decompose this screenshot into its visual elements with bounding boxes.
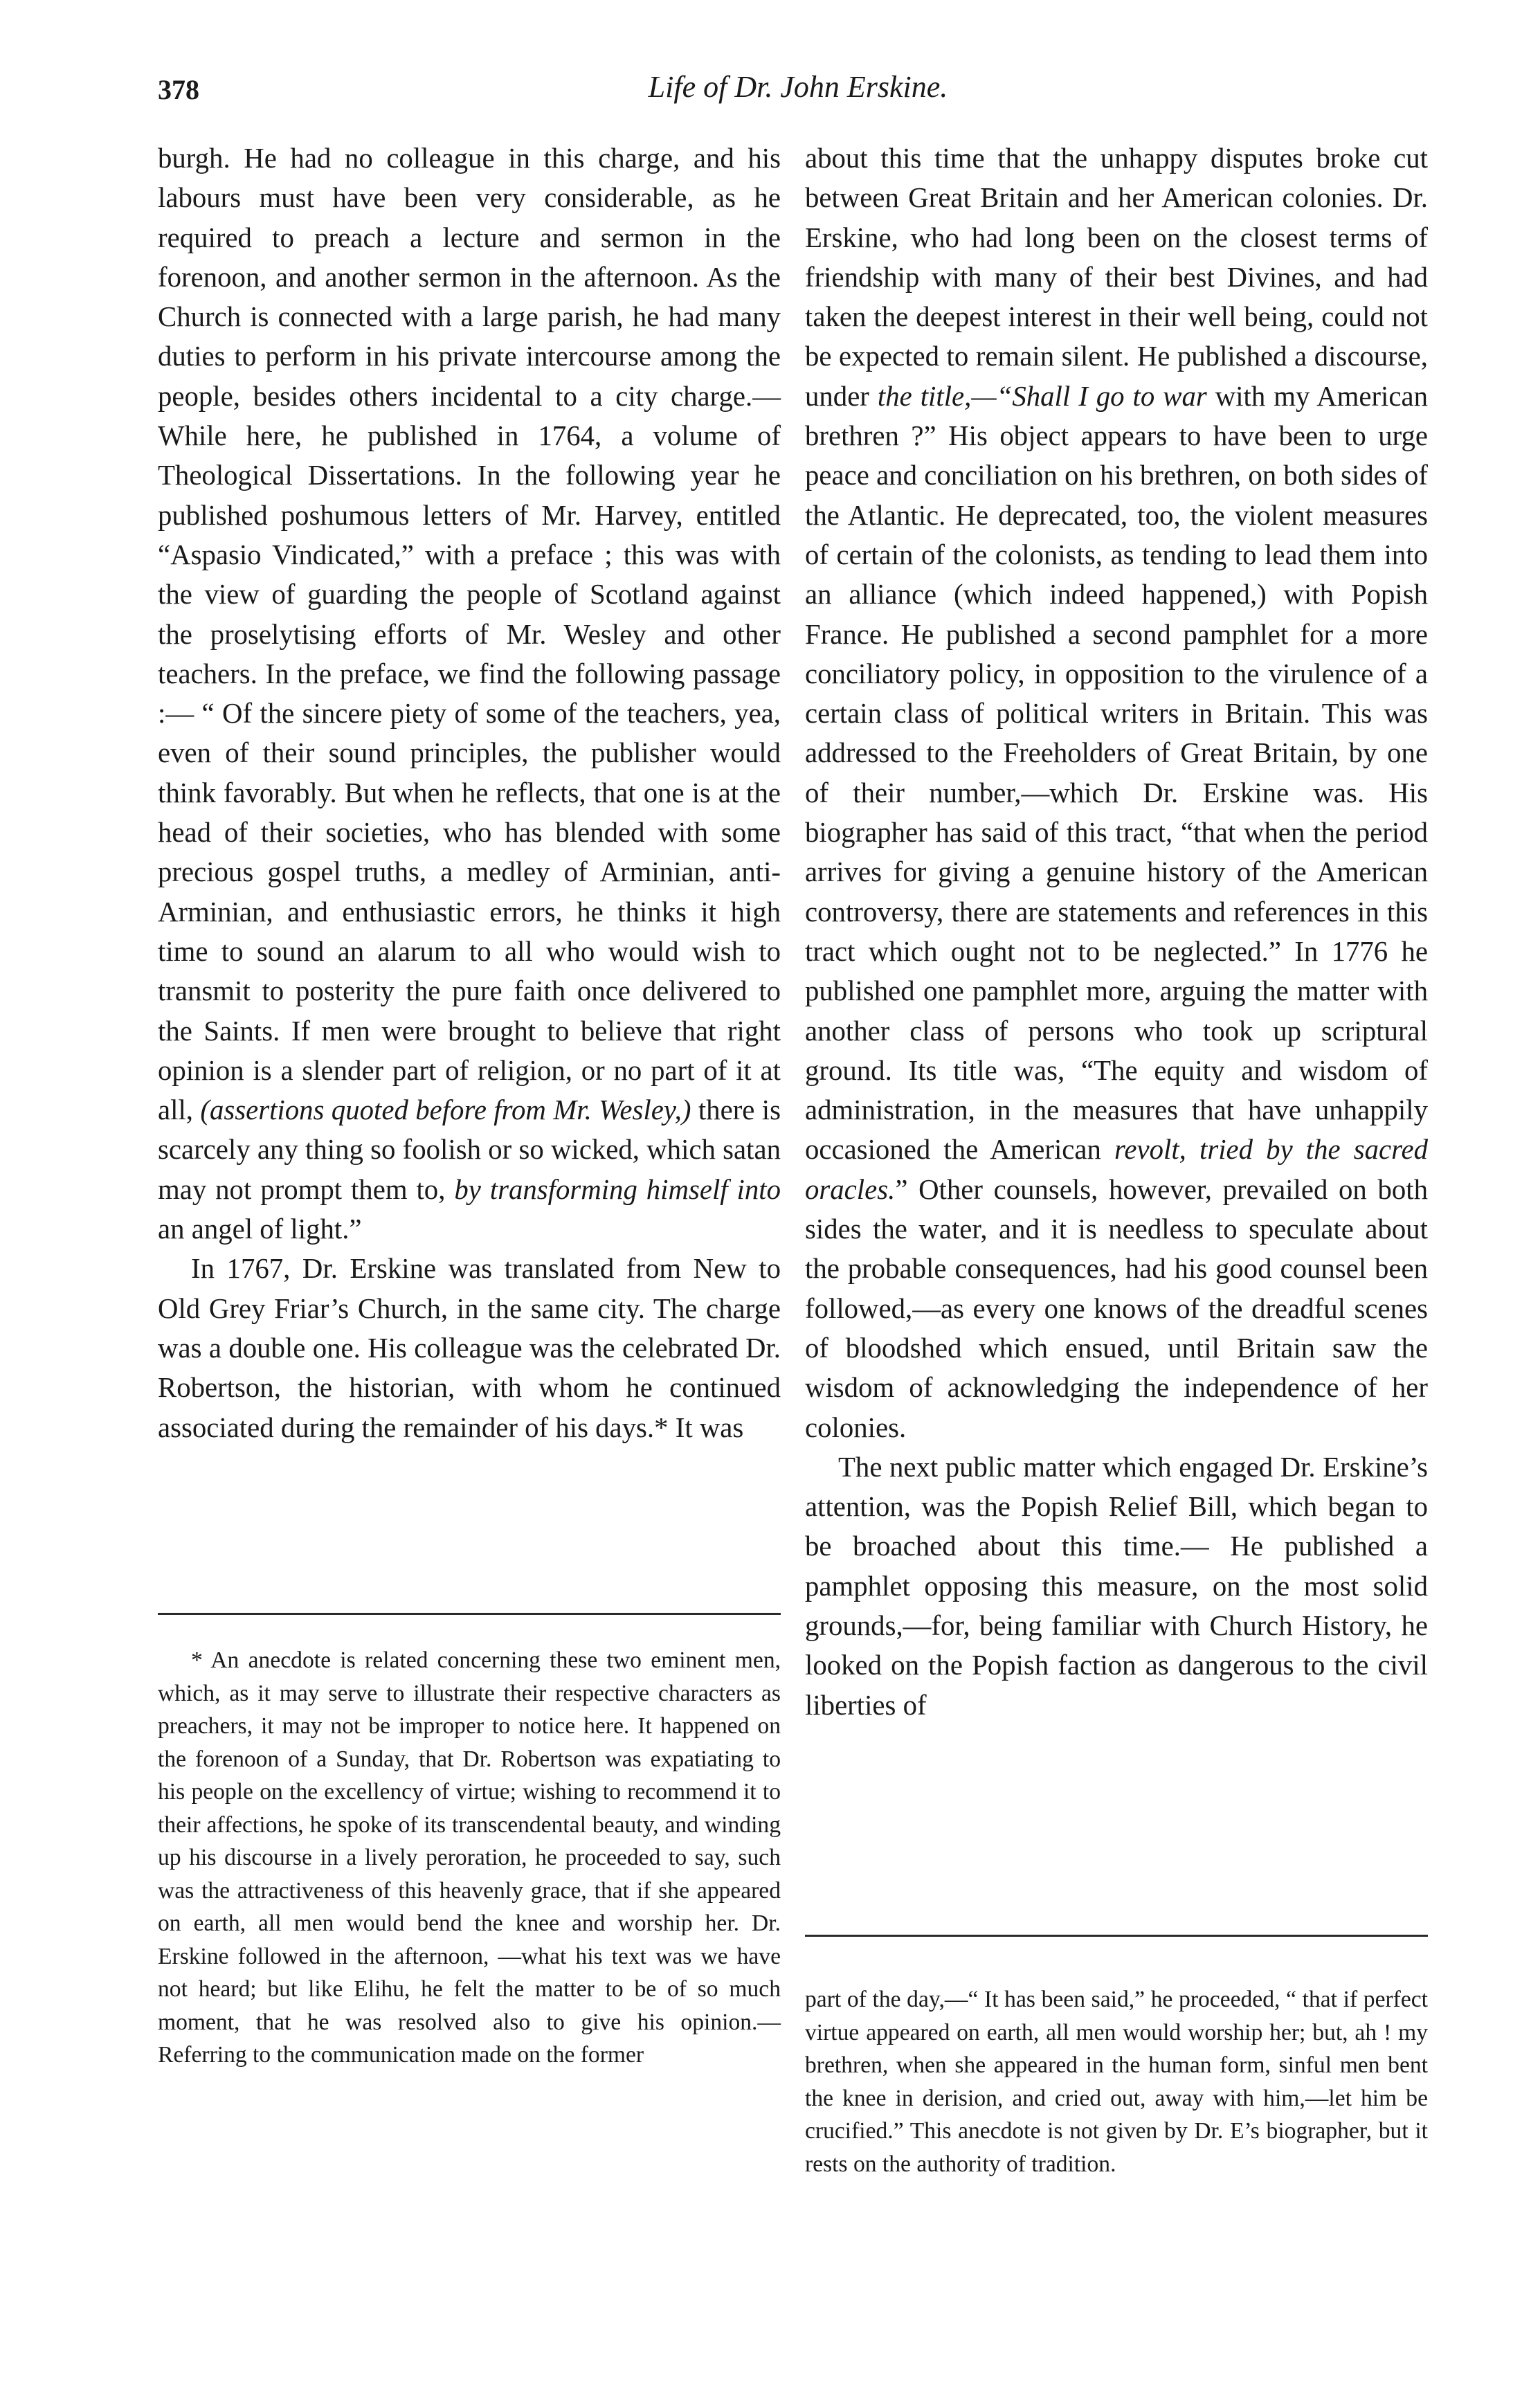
left-p1-text: burgh. He had no colleague in this charge, and his labours must have been very considerable, as he required to preach a lecture and sermon in the forenoon, and another sermon in the afternoon. As the Church is connected with a large parish, he had many duties to perform in his private intercourse among the people, besides others incidental to a city charge.— While here, he published in 1764, a volume of Theological Dissertations. In the following year he published poshumous letters of Mr. Harvey, entitled “Aspasio Vindicated,” with a preface ; this was with the view of guarding the people of Scotland against the proselytising efforts of Mr. Wesley and other teachers. In the preface, we find the following passage :— “ Of the sincere piety of some of the teachers, yea, even of their sound principles, the publisher would think favorably. But when he reflects, that one is at the head of their societies, who has blended with some precious gospel truths, a medley of Arminian, anti-Arminian, and enthusiastic errors, he thinks it high time to sound an alarum to all who would wish to transmit to posterity the pure faith once delivered to the Saints. If men were brought to believe that right opinion is a slender part of religion, or no part of it at all,	[158, 143, 781, 1126]
footnote-rule-left	[158, 1613, 781, 1615]
footnote-right	[805, 1983, 1428, 2180]
left-p1-mid: there is scarcely any thing so foolish or so wicked, which satan may not prompt them to,	[158, 1094, 781, 1205]
right-paragraph-2: The next public matter which engaged Dr. Erskine’s attention, was the Popish Relief Bill, which began to be broached about this time.— He published a pamphlet opposing this measure, on the most solid grounds,—for, being familiar with Church History, he looked on the Popish faction as dangerous to the civil liberties of	[805, 1451, 1428, 1721]
right-p1-italic-a: the title,—“Shall I go to war	[877, 380, 1207, 412]
right-column	[805, 138, 1428, 1725]
right-p1-italic-b: revolt, tried by the sacred oracles.	[805, 1134, 1429, 1205]
left-paragraph-2: In 1767, Dr. Erskine was translated from New to Old Grey Friar’s Church, in the same city. The charge was a double one. His colleague was the celebrated Dr. Robertson, the historian, with whom he continued associated during the remainder of his days.* It was	[158, 1253, 781, 1443]
right-p1-b: with my American brethren ?” His object appears to have been to urge peace and conciliation on his brethren, on both sides of the Atlantic. He deprecated, too, the violent measures of certain of the colonists, as tending to lead them into an alliance (which indeed happened,) with Popish France. He published a second pamphlet for a more conciliatory policy, in opposition to the virulence of a certain class of political writers in Britain. This was addressed to the Freeholders of Great Britain, by one of their number,—which Dr. Erskine was. His biographer has said of this tract, “that when the period arrives for giving a genuine history of the American controversy, there are statements and references in this tract which ought not to be neglected.” In 1776 he published one pamphlet more, arguing the matter with another class of persons who took up scriptural ground. Its title was, “The equity and wisdom of administration, in the measures that have unhappily occasioned the American	[805, 380, 1428, 1166]
left-p1-end: an angel of light.”	[158, 1213, 362, 1245]
left-column	[158, 138, 781, 1447]
right-paragraph-1	[805, 138, 1428, 1447]
running-title: Life of Dr. John Erskine.	[648, 70, 948, 104]
left-paragraph-1	[158, 138, 781, 1249]
left-p1-italic-a: (assertions quoted before from Mr. Wesley,)	[200, 1094, 691, 1126]
right-p1-a: about this time that the unhappy disputes broke cut between Great Britain and her American colonies. Dr. Erskine, who had long been on the closest terms of friendship with many of their best Divines, and had taken the deepest interest in their well being, could not be expected to remain silent. He published a discourse, under	[805, 143, 1428, 412]
footnote-rule-right	[805, 1935, 1428, 1937]
footnote-left	[158, 1644, 781, 2072]
footnote-right-text: part of the day,—“ It has been said,” he proceeded, “ that if perfect virtue appeared on earth, all men would worship her; but, ah ! my brethren, when she appeared in the human form, sinful men bent the knee in derision, and cried out, away with him,—let him be crucified.” This anecdote is not given by Dr. E’s biographer, but it rests on the authority of tradition.	[805, 1987, 1428, 2177]
right-p1-c: ” Other counsels, however, prevailed on both sides the water, and it is needless to speculate about the probable consequences, had his good counsel been followed,—as every one knows of the dreadful scenes of bloodshed which ensued, until Britain saw the wisdom of acknowledging the independence of her colonies.	[805, 1173, 1428, 1443]
footnote-left-text: * An anecdote is related concerning these two eminent men, which, as it may serve to illustrate their respective characters as preachers, it may not be improper to notice here. It happened on the forenoon of a Sunday, that Dr. Robertson was expatiating to his people on the excellency of virtue; wishing to recommend it to their affections, he spoke of its transcendental beauty, and winding up his discourse in a lively peroration, he proceeded to say, such was the attractiveness of this heavenly grace, that if she appeared on earth, all men would bend the knee and worship her. Dr. Erskine followed in the afternoon, —what his text was we have not heard; but like Elihu, he felt the matter to be of so much moment, that he was resolved also to give his opinion.— Referring to the communication made on the former	[158, 1647, 781, 2068]
page-number: 378	[158, 74, 199, 105]
page-header	[158, 69, 1438, 118]
left-p1-italic-b: by transforming himself into	[454, 1173, 781, 1205]
